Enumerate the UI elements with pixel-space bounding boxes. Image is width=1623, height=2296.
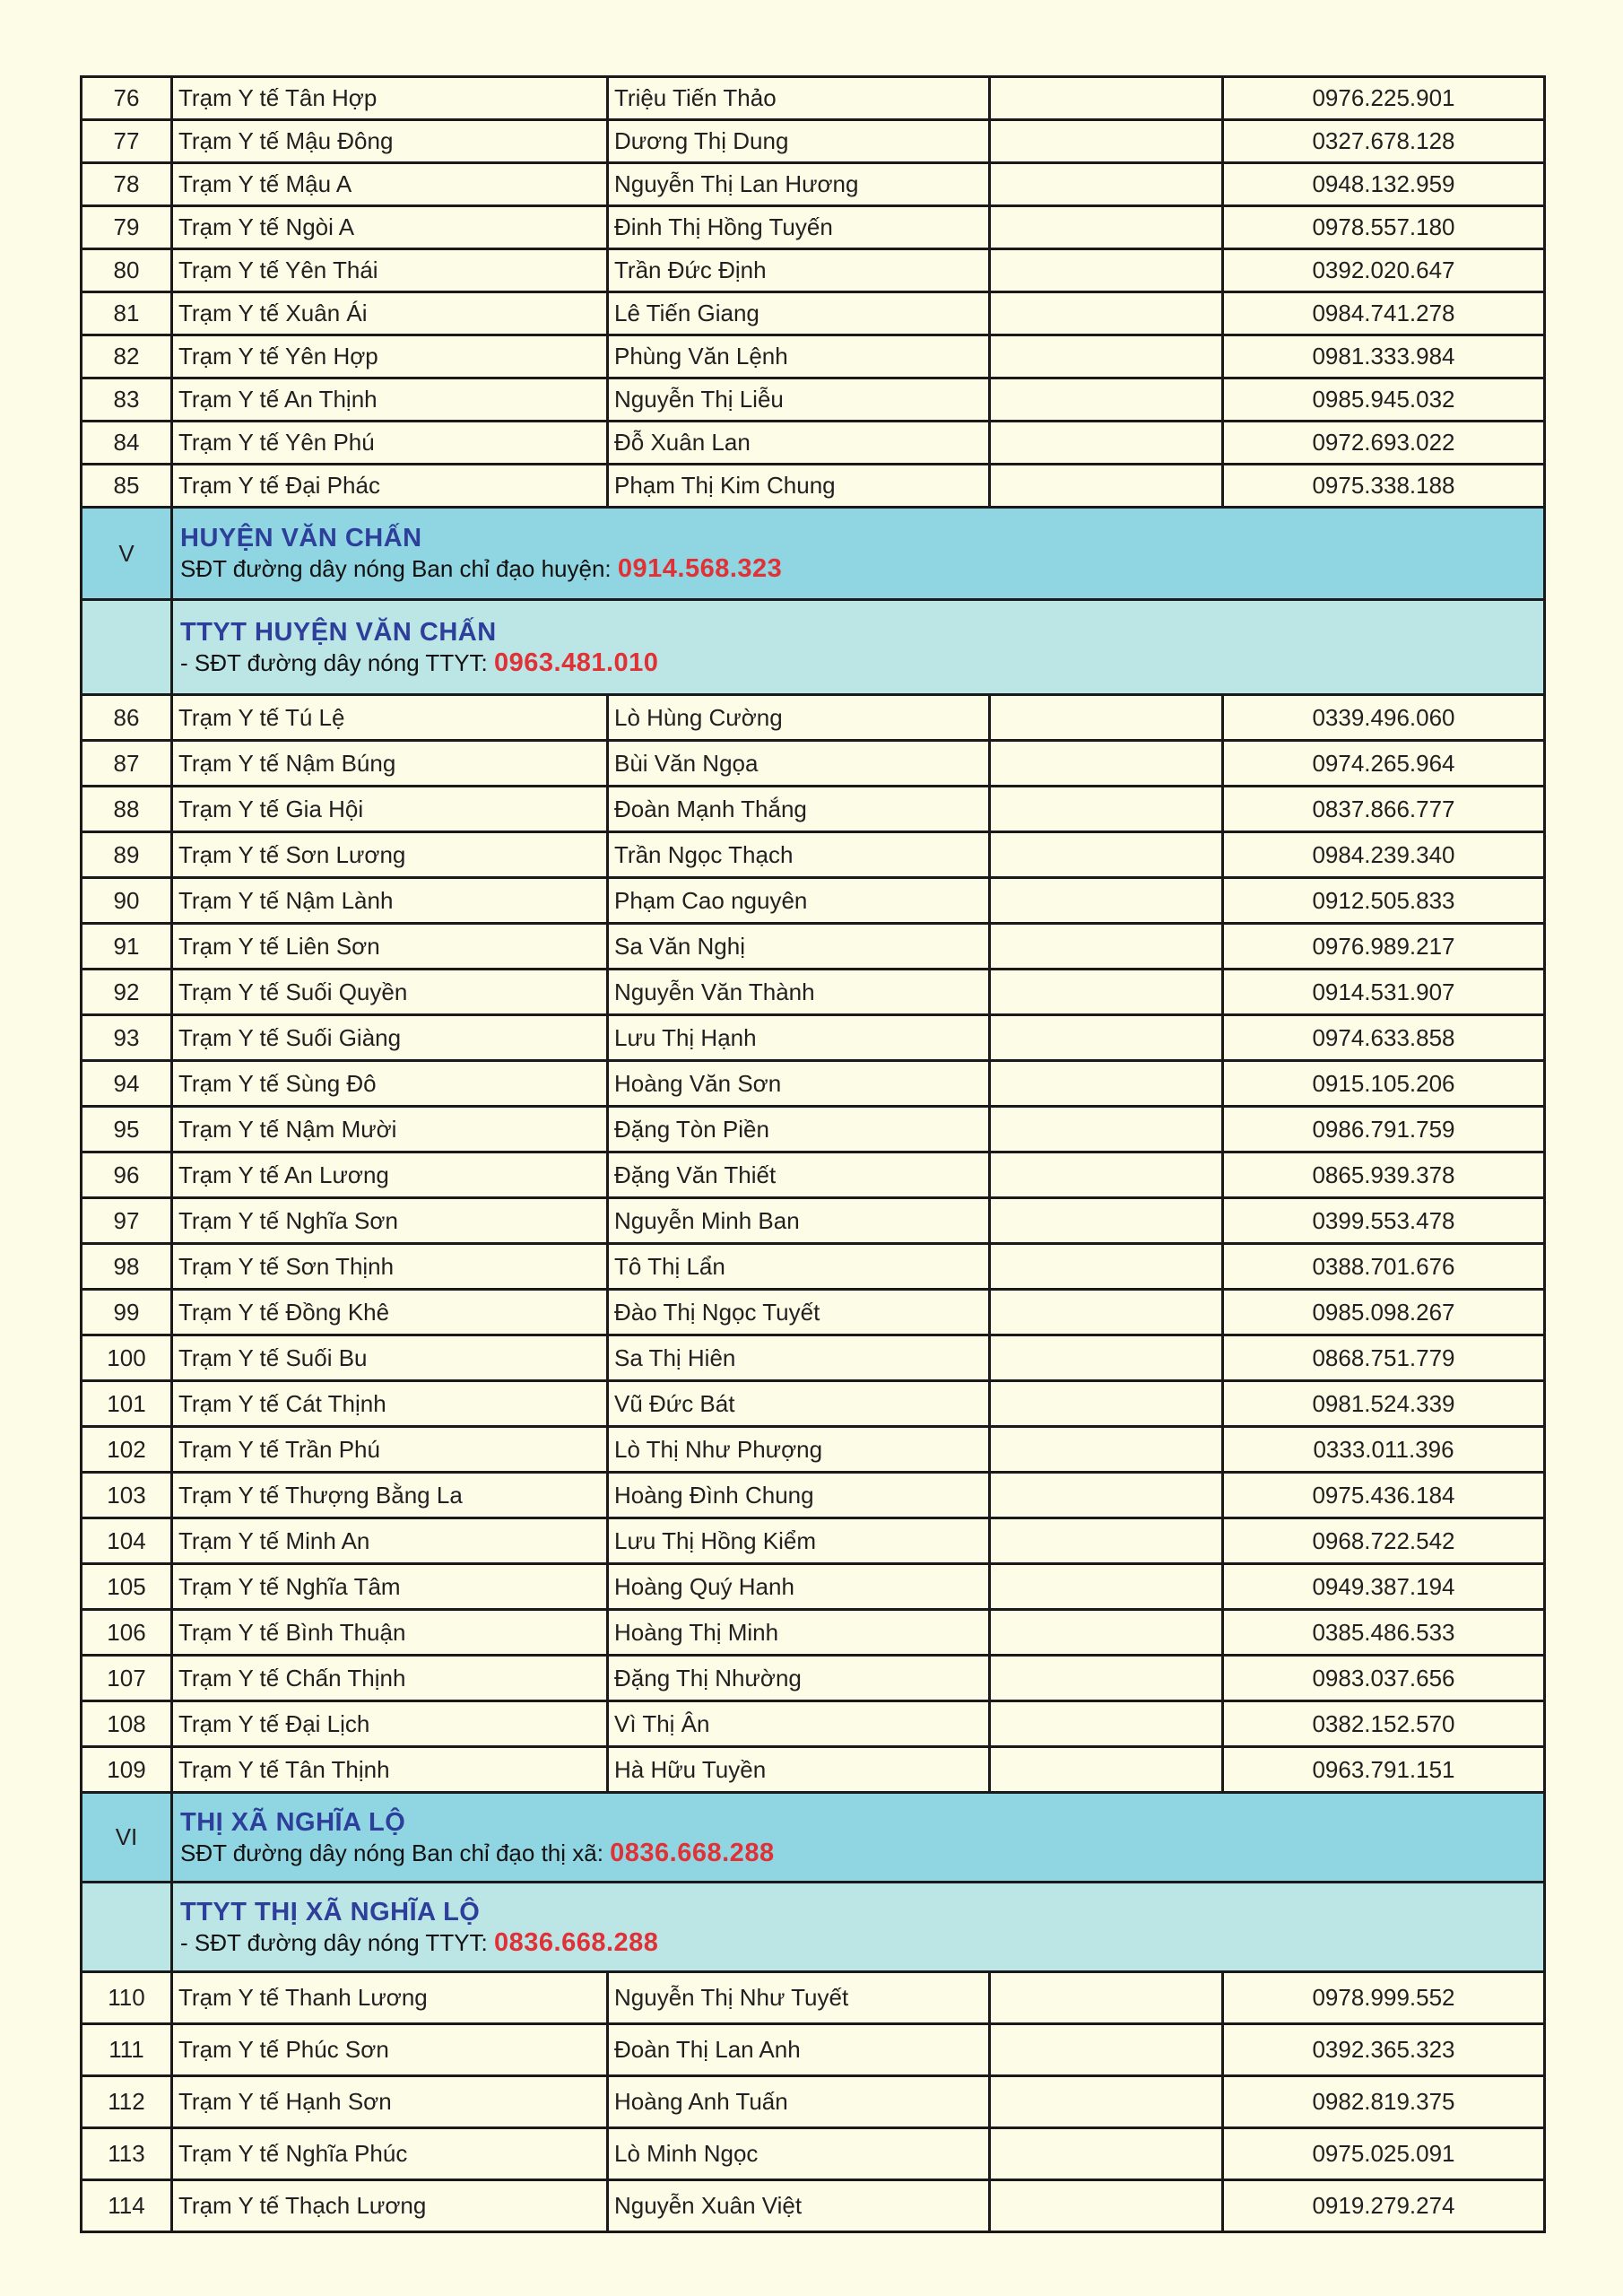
hotline-line [173,1927,1543,1958]
station-head-name: Nguyễn Thị Như Tuyết [608,1972,990,2024]
empty-cell [990,695,1223,741]
station-head-name: Hoàng Đình Chung [608,1473,990,1518]
station-name: Trạm Y tế Tú Lệ [172,695,608,741]
phone-number: 0382.152.570 [1223,1701,1545,1747]
health-center-title: TTYT HUYỆN VĂN CHẤN [180,617,497,647]
empty-cell [990,1198,1223,1244]
station-head-name: Lò Thị Như Phượng [608,1427,990,1473]
row-number: 88 [82,787,172,832]
station-name: Trạm Y tế Thanh Lương [172,1972,608,2024]
row-number: 101 [82,1381,172,1427]
station-head-name: Phạm Thị Kim Chung [608,465,990,508]
station-name: Trạm Y tế Suối Giàng [172,1015,608,1061]
table-row [82,206,1545,249]
phone-number: 0339.496.060 [1223,695,1545,741]
phone-number: 0333.011.396 [1223,1427,1545,1473]
station-head-name: Trần Đức Định [608,249,990,292]
empty-cell [990,163,1223,206]
empty-cell [990,741,1223,787]
table-row [82,695,1545,741]
station-head-name: Sa Văn Nghị [608,924,990,970]
station-name: Trạm Y tế Yên Hợp [172,335,608,378]
station-name: Trạm Y tế Yên Thái [172,249,608,292]
row-number: 81 [82,292,172,335]
table-row [82,163,1545,206]
table-row [82,1107,1545,1152]
row-number: 107 [82,1656,172,1701]
hotline-label: - SĐT đường dây nóng TTYT: [180,648,488,676]
row-number: 95 [82,1107,172,1152]
station-head-name: Hà Hữu Tuyền [608,1747,990,1793]
station-name: Trạm Y tế Tân Hợp [172,77,608,120]
hotline-number: 0963.481.010 [494,648,659,677]
hotline-number: 0836.668.288 [610,1838,775,1867]
phone-number: 0919.279.274 [1223,2180,1545,2232]
station-head-name: Lò Minh Ngọc [608,2128,990,2180]
empty-cell [990,422,1223,465]
station-head-name: Đinh Thị Hồng Tuyến [608,206,990,249]
station-name: Trạm Y tế Gia Hội [172,787,608,832]
health-center-row [82,600,1545,695]
empty-cell [990,1972,1223,2024]
empty-cell [990,249,1223,292]
empty-cell [990,1427,1223,1473]
phone-number: 0982.819.375 [1223,2076,1545,2128]
station-head-name: Lò Hùng Cường [608,695,990,741]
station-name: Trạm Y tế Đại Phác [172,465,608,508]
phone-number: 0984.741.278 [1223,292,1545,335]
station-head-name: Triệu Tiến Thảo [608,77,990,120]
table-row [82,1152,1545,1198]
phone-number: 0392.365.323 [1223,2024,1545,2076]
table-row [82,335,1545,378]
station-name: Trạm Y tế Sùng Đô [172,1061,608,1107]
table-row [82,1747,1545,1793]
empty-cell [990,292,1223,335]
row-number: 94 [82,1061,172,1107]
row-number: 79 [82,206,172,249]
empty-cell [990,1701,1223,1747]
row-number: 98 [82,1244,172,1290]
phone-number: 0385.486.533 [1223,1610,1545,1656]
station-head-name: Đỗ Xuân Lan [608,422,990,465]
phone-number: 0975.436.184 [1223,1473,1545,1518]
hotline-label: SĐT đường dây nóng Ban chỉ đạo huyện: [180,555,612,582]
district-title: HUYỆN VĂN CHẤN [180,524,422,552]
phone-number: 0975.338.188 [1223,465,1545,508]
phone-number: 0868.751.779 [1223,1335,1545,1381]
phone-number: 0865.939.378 [1223,1152,1545,1198]
phone-number: 0981.524.339 [1223,1381,1545,1427]
station-head-name: Trần Ngọc Thạch [608,832,990,878]
phone-number: 0976.989.217 [1223,924,1545,970]
table-row [82,249,1545,292]
table-row [82,1564,1545,1610]
empty-cell [990,1518,1223,1564]
district-header-row [82,1793,1545,1883]
station-name: Trạm Y tế Nghĩa Tâm [172,1564,608,1610]
phone-number: 0985.945.032 [1223,378,1545,422]
phone-number: 0983.037.656 [1223,1656,1545,1701]
station-head-name: Đào Thị Ngọc Tuyết [608,1290,990,1335]
station-head-name: Lưu Thị Hạnh [608,1015,990,1061]
station-name: Trạm Y tế Nghĩa Phúc [172,2128,608,2180]
station-name: Trạm Y tế Thạch Lương [172,2180,608,2232]
empty-cell [990,924,1223,970]
row-number: 99 [82,1290,172,1335]
phone-number: 0392.020.647 [1223,249,1545,292]
station-head-name: Vũ Đức Bát [608,1381,990,1427]
table-body [82,77,1545,2232]
phone-number: 0912.505.833 [1223,878,1545,924]
phone-number: 0327.678.128 [1223,120,1545,163]
district-roman-numeral: VI [82,1793,172,1883]
station-name: Trạm Y tế Suối Quyền [172,970,608,1015]
station-head-name: Lê Tiến Giang [608,292,990,335]
empty-cell [990,1015,1223,1061]
station-head-name: Đoàn Mạnh Thắng [608,787,990,832]
empty-cell [990,2076,1223,2128]
station-name: Trạm Y tế Mậu A [172,163,608,206]
row-number: 89 [82,832,172,878]
station-name: Trạm Y tế Yên Phú [172,422,608,465]
station-head-name: Đặng Tòn Piền [608,1107,990,1152]
empty-cell [990,1290,1223,1335]
table-row [82,378,1545,422]
phone-number: 0976.225.901 [1223,77,1545,120]
table-row [82,77,1545,120]
health-center-row [82,1883,1545,1972]
station-name: Trạm Y tế Đồng Khê [172,1290,608,1335]
row-number: 106 [82,1610,172,1656]
table-row [82,924,1545,970]
station-head-name: Bùi Văn Ngọa [608,741,990,787]
row-number: 91 [82,924,172,970]
table-row [82,787,1545,832]
station-head-name: Phùng Văn Lệnh [608,335,990,378]
table-row [82,832,1545,878]
empty-cell [990,2128,1223,2180]
phone-number: 0963.791.151 [1223,1747,1545,1793]
row-number: 86 [82,695,172,741]
row-number: 96 [82,1152,172,1198]
phone-number: 0984.239.340 [1223,832,1545,878]
station-head-name: Nguyễn Văn Thành [608,970,990,1015]
table-row [82,1656,1545,1701]
table-row [82,1061,1545,1107]
empty-cell [82,600,172,695]
empty-cell [990,832,1223,878]
table-row [82,2076,1545,2128]
hotline-line [173,648,1543,678]
row-number: 112 [82,2076,172,2128]
station-name: Trạm Y tế Nậm Lành [172,878,608,924]
station-name: Trạm Y tế An Lương [172,1152,608,1198]
phone-number: 0388.701.676 [1223,1244,1545,1290]
table-row [82,1972,1545,2024]
row-number: 108 [82,1701,172,1747]
row-number: 93 [82,1015,172,1061]
empty-cell [990,878,1223,924]
station-name: Trạm Y tế Hạnh Sơn [172,2076,608,2128]
station-name: Trạm Y tế Sơn Lương [172,832,608,878]
station-head-name: Dương Thị Dung [608,120,990,163]
table-row [82,1381,1545,1427]
station-head-name: Hoàng Văn Sơn [608,1061,990,1107]
hotline-label: - SĐT đường dây nóng TTYT: [180,1928,488,1956]
phone-number: 0837.866.777 [1223,787,1545,832]
empty-cell [990,335,1223,378]
row-number: 87 [82,741,172,787]
station-head-name: Tô Thị Lẩn [608,1244,990,1290]
empty-cell [990,206,1223,249]
row-number: 97 [82,1198,172,1244]
row-number: 92 [82,970,172,1015]
health-center-title: TTYT THỊ XÃ NGHĨA LỘ [180,1897,481,1926]
table-row [82,2128,1545,2180]
row-number: 82 [82,335,172,378]
empty-cell [990,1656,1223,1701]
phone-number: 0986.791.759 [1223,1107,1545,1152]
phone-number: 0915.105.206 [1223,1061,1545,1107]
row-number: 111 [82,2024,172,2076]
health-center-header [172,1883,1545,1972]
empty-cell [990,1610,1223,1656]
table-row [82,741,1545,787]
table-row [82,1244,1545,1290]
station-name: Trạm Y tế Thượng Bằng La [172,1473,608,1518]
table-row [82,2024,1545,2076]
empty-cell [990,1107,1223,1152]
empty-cell [990,1061,1223,1107]
phone-number: 0974.265.964 [1223,741,1545,787]
phone-number: 0972.693.022 [1223,422,1545,465]
district-title: THỊ XÃ NGHĨA LỘ [180,1807,406,1837]
table-row [82,1610,1545,1656]
row-number: 110 [82,1972,172,2024]
station-head-name: Đặng Văn Thiết [608,1152,990,1198]
station-name: Trạm Y tế Sơn Thịnh [172,1244,608,1290]
phone-number: 0949.387.194 [1223,1564,1545,1610]
row-number: 109 [82,1747,172,1793]
table-row [82,1290,1545,1335]
station-name: Trạm Y tế Minh An [172,1518,608,1564]
table-row [82,1473,1545,1518]
row-number: 114 [82,2180,172,2232]
station-name: Trạm Y tế Cát Thịnh [172,1381,608,1427]
row-number: 113 [82,2128,172,2180]
table-row [82,422,1545,465]
station-name: Trạm Y tế Trần Phú [172,1427,608,1473]
row-number: 83 [82,378,172,422]
health-station-table [80,75,1546,2233]
station-head-name: Lưu Thị Hồng Kiểm [608,1518,990,1564]
station-name: Trạm Y tế Mậu Đông [172,120,608,163]
table-row [82,970,1545,1015]
empty-cell [990,787,1223,832]
row-number: 76 [82,77,172,120]
row-number: 84 [82,422,172,465]
empty-cell [990,1244,1223,1290]
empty-cell [990,2180,1223,2232]
table-row [82,1518,1545,1564]
station-head-name: Đoàn Thị Lan Anh [608,2024,990,2076]
row-number: 104 [82,1518,172,1564]
station-head-name: Hoàng Anh Tuấn [608,2076,990,2128]
phone-number: 0985.098.267 [1223,1290,1545,1335]
empty-cell [990,1152,1223,1198]
hotline-number: 0836.668.288 [494,1927,659,1957]
table-row [82,465,1545,508]
empty-cell [990,1564,1223,1610]
empty-cell [990,1335,1223,1381]
empty-cell [990,1473,1223,1518]
station-head-name: Nguyễn Thị Liễu [608,378,990,422]
table-row [82,1015,1545,1061]
station-name: Trạm Y tế Nậm Búng [172,741,608,787]
phone-number: 0974.633.858 [1223,1015,1545,1061]
row-number: 80 [82,249,172,292]
empty-cell [990,2024,1223,2076]
row-number: 102 [82,1427,172,1473]
table-row [82,1335,1545,1381]
station-name: Trạm Y tế An Thịnh [172,378,608,422]
station-name: Trạm Y tế Suối Bu [172,1335,608,1381]
empty-cell [990,120,1223,163]
station-head-name: Đặng Thị Nhường [608,1656,990,1701]
row-number: 103 [82,1473,172,1518]
table-row [82,1198,1545,1244]
station-name: Trạm Y tế Bình Thuận [172,1610,608,1656]
phone-number: 0978.999.552 [1223,1972,1545,2024]
station-head-name: Nguyễn Minh Ban [608,1198,990,1244]
empty-cell [990,465,1223,508]
hotline-line [173,1838,1543,1868]
phone-number: 0914.531.907 [1223,970,1545,1015]
phone-number: 0399.553.478 [1223,1198,1545,1244]
station-name: Trạm Y tế Nậm Mười [172,1107,608,1152]
empty-cell [990,970,1223,1015]
empty-cell [990,77,1223,120]
empty-cell [990,1381,1223,1427]
station-head-name: Vì Thị Ân [608,1701,990,1747]
district-header-row [82,508,1545,600]
phone-number: 0978.557.180 [1223,206,1545,249]
station-name: Trạm Y tế Xuân Ái [172,292,608,335]
table-row [82,878,1545,924]
station-head-name: Hoàng Thị Minh [608,1610,990,1656]
row-number: 90 [82,878,172,924]
table-row [82,1427,1545,1473]
phone-number: 0948.132.959 [1223,163,1545,206]
empty-cell [82,1883,172,1972]
health-center-header [172,600,1545,695]
station-head-name: Sa Thị Hiên [608,1335,990,1381]
row-number: 85 [82,465,172,508]
row-number: 100 [82,1335,172,1381]
station-head-name: Nguyễn Thị Lan Hương [608,163,990,206]
empty-cell [990,1747,1223,1793]
district-header [172,1793,1545,1883]
hotline-line [173,553,1543,584]
district-header [172,508,1545,600]
district-roman-numeral: V [82,508,172,600]
station-name: Trạm Y tế Ngòi A [172,206,608,249]
station-head-name: Phạm Cao nguyên [608,878,990,924]
phone-number: 0968.722.542 [1223,1518,1545,1564]
station-name: Trạm Y tế Liên Sơn [172,924,608,970]
table-row [82,2180,1545,2232]
table-row [82,292,1545,335]
station-name: Trạm Y tế Chấn Thịnh [172,1656,608,1701]
station-name: Trạm Y tế Đại Lịch [172,1701,608,1747]
phone-number: 0975.025.091 [1223,2128,1545,2180]
station-name: Trạm Y tế Nghĩa Sơn [172,1198,608,1244]
station-head-name: Nguyễn Xuân Việt [608,2180,990,2232]
table-row [82,1701,1545,1747]
row-number: 105 [82,1564,172,1610]
empty-cell [990,378,1223,422]
row-number: 77 [82,120,172,163]
station-name: Trạm Y tế Tân Thịnh [172,1747,608,1793]
table-row [82,120,1545,163]
hotline-number: 0914.568.323 [617,554,783,583]
row-number: 78 [82,163,172,206]
station-head-name: Hoàng Quý Hanh [608,1564,990,1610]
hotline-label: SĐT đường dây nóng Ban chỉ đạo thị xã: [180,1839,603,1866]
phone-number: 0981.333.984 [1223,335,1545,378]
station-name: Trạm Y tế Phúc Sơn [172,2024,608,2076]
